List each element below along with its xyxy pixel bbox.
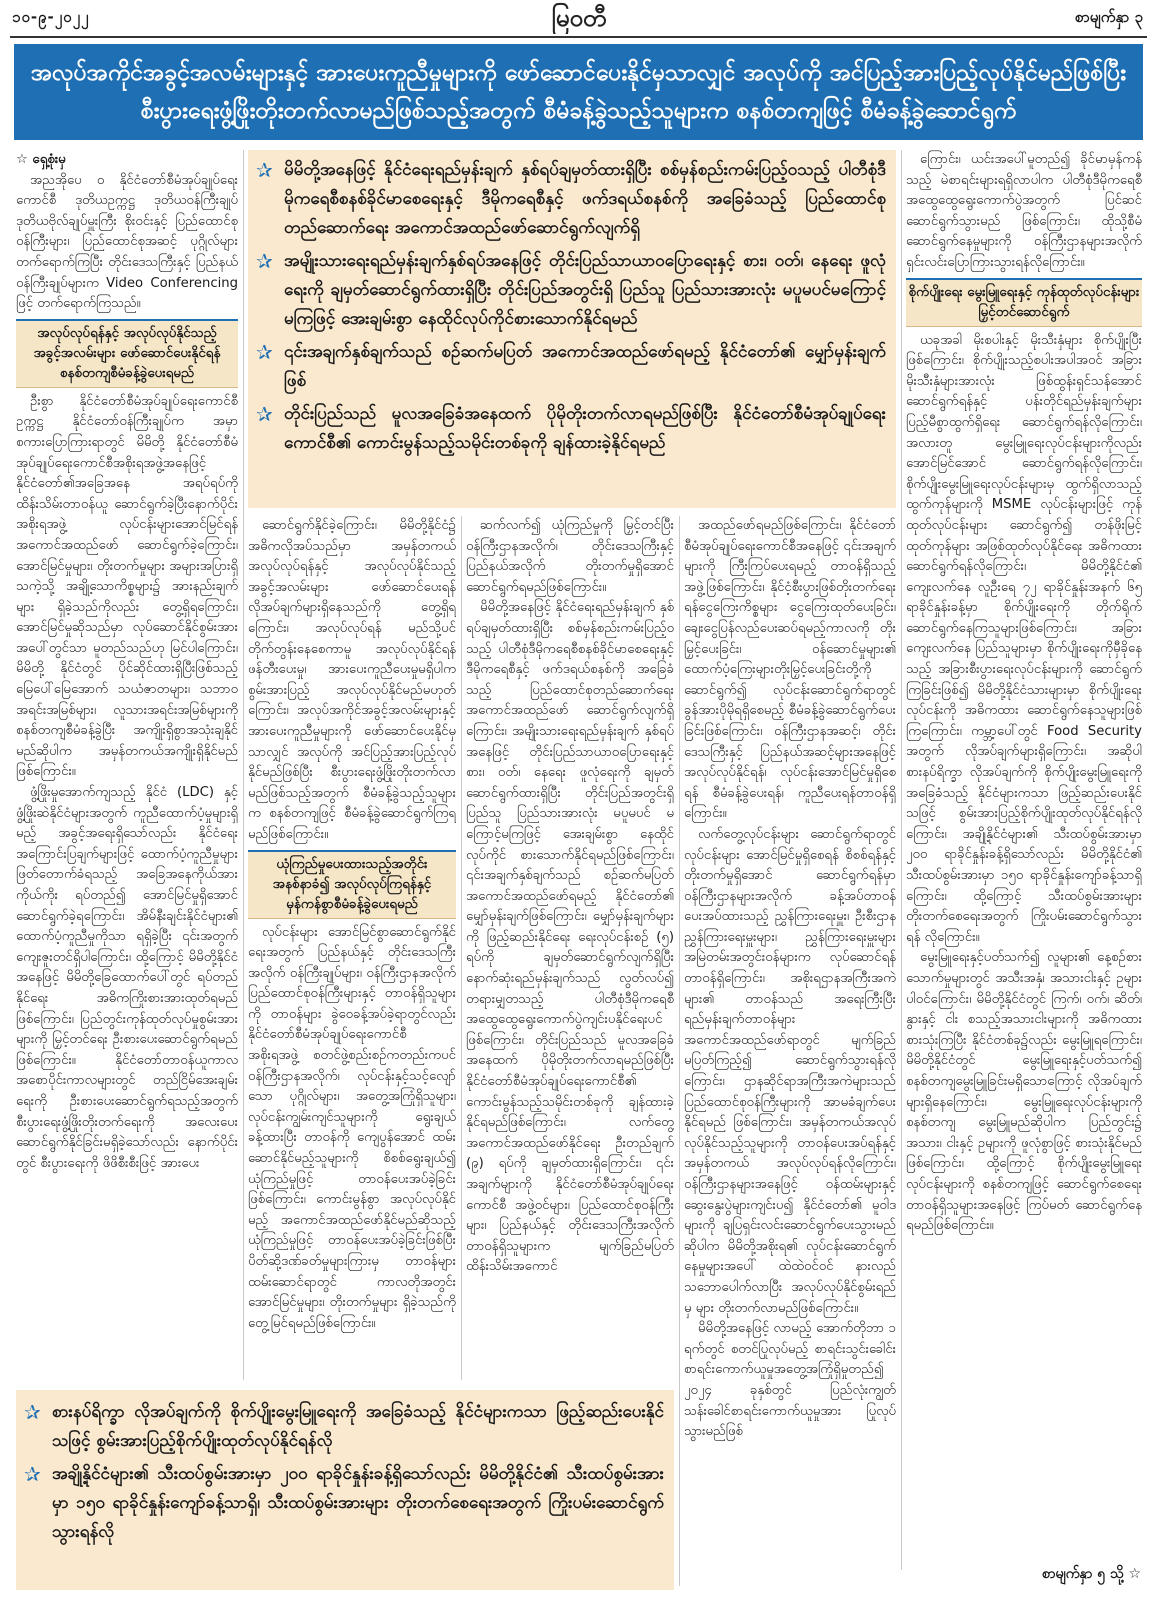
highlight-box-top	[248, 150, 896, 508]
subheading-work-opportunities: အလုပ်လုပ်ရန်နှင့် အလုပ်လုပ်နိုင်သည့် အခွင့်အလမ်းများ ဖော်ဆောင်ပေးနိုင်ရန် စနစ်တကျစီမံခန့်ခွဲပေးရမည်	[16, 319, 238, 388]
article-column-4	[684, 516, 896, 1588]
highlight-text: ၎င်းအချက်နှစ်ချက်သည် စဉ်ဆက်မပြတ် အကောင်အထည်ဖော်ရမည့် နိုင်ငံတော်၏ မျှော်မှန်းချက်ဖြစ်	[284, 342, 886, 391]
star-icon: ✰	[256, 249, 273, 273]
article-column-5	[906, 150, 1142, 1562]
highlight-text: စားနပ်ရိက္ခာ လိုအပ်ချက်ကို စိုက်ပျိုးမွေးမြူရေးကို အခြေခံသည့် နိုင်ငံများကသာ ဖြည့်ဆည်းပေးနိုင်သဖြင့် စွမ်းအားပြည့်စိုက်ပျိုးထုတ်လုပ်နိုင်ရန်လို	[52, 1402, 664, 1451]
highlight-box-bottom	[16, 1390, 674, 1590]
continued-from-label: ☆ ရှေ့စုံးမှ	[16, 152, 66, 167]
logo-text: မြဝတီ	[551, 3, 607, 32]
star-icon: ✰	[24, 1400, 41, 1424]
star-icon: ✰	[256, 402, 273, 426]
col1-paragraph-2: ဦးစွာ နိုင်ငံတော်စီမံအုပ်ချုပ်ရေးကောင်စီဥက္ကဋ္ဌ နိုင်ငံတော်ဝန်ကြီးချုပ်က အမှာစကားပြောကြားရာတွင် မိမိတို့ နိုင်ငံတော်စီမံအုပ်ချုပ်ရေးကောင်စီအစိုးရအဖွဲ့အနေဖြင့် နိုင်ငံတော်၏အခြေအနေ အရပ်ရပ်ကို ထိန်းသိမ်းတာဝန်ယူ ဆောင်ရွက်ခဲ့ပြီးနောက်ပိုင်း အစိုးရအဖွဲ့ လုပ်ငန်းများအောင်မြင်ရန် အကောင်အထည်ဖော် ဆောင်ရွက်ခဲ့ကြောင်း၊ အောင်မြင်မှုများ၊ တိုးတက်မှုများ အများအပြားရှိသကဲ့သို့ အချို့သောကိစ္စများ၌ အားနည်းချက်များ ရှိခဲ့သည်ကိုလည်း တွေ့ရှိရကြောင်း၊ အောင်မြင်မှုဆိုသည်မှာ လုပ်ဆောင်နိုင်စွမ်းအားအပေါ်တွင်သာ မူတည်သည်ဟု မြင်ပါကြောင်း၊ မိမိတို့ နိုင်ငံတွင် ပိုင်ဆိုင်ထားရှိပြီးဖြစ်သည့် မြေပေါ်မြေအောက် သယံဇာတများ၊ သဘာဝအရင်းအမြစ်များ၊ လူသားအရင်းအမြစ်များကို စနစ်တကျစီမံခန့်ခွဲပြီး အကျိုးရှိစွာအသုံးချနိုင်မည်ဆိုပါက အမှန်တကယ်အကျိုးရှိနိုင်မည်ဖြစ်ကြောင်း။	[16, 393, 238, 780]
highlight-text: အချို့နိုင်ငံများ၏ သီးထပ်စွမ်းအားမှာ ၂၀၀ ရာခိုင်နှုန်းခန့်ရှိသော်လည်း မိမိတို့နိုင်ငံ၏ သီးထပ်စွမ်းအားမှာ ၁၅၀ ရာခိုင်နှုန်းကျော်ခန့်သာရှိ၊ သီးထပ်စွမ်းအားများ တိုးတက်စေရေးအတွက် ကြိုးပမ်းဆောင်ရွက်သွားရန်လို	[52, 1464, 664, 1542]
issue-date: ၁၀-၉-၂၀၂၂	[12, 8, 90, 26]
col4-paragraph-1: အထည်ဖော်ရမည်ဖြစ်ကြောင်း၊ နိုင်ငံတော်စီမံအုပ်ချုပ်ရေးကောင်စီအနေဖြင့် ၎င်းအချက်များကို ကြီးကြပ်ပေးရမည့် တာဝန်ရှိသည့်အဖွဲ့ဖြစ်ကြောင်း၊ နိုင်ငံ့စီးပွားဖြစ်တိုးတက်ရေးရန်ငွေကြေးကိစ္စများ ငွေကြေးထုတ်ပေးခြင်း၊ ချေးငွေပြန်လည်ပေးဆပ်ရမည့်ကာလကို တိုးမြှင့်ပေးခြင်း၊ ဝန်ဆောင်မှုများ၏ ထောက်ပံ့ကြေးများတိုးမြှင့်ပေးခြင်းတို့ကို ဆောင်ရွက်၍ လုပ်ငန်းဆောင်ရွက်ရာတွင် ခွန်အားပိုမိုရရှိစေမည့် စီမံခန့်ခွဲဆောင်ရွက်ပေးခြင်းဖြစ်ကြောင်း၊ ဝန်ကြီးဌာနအဆင့်၊ တိုင်းဒေသကြီးနှင့် ပြည်နယ်အဆင့်များအနေဖြင့် အလုပ်လုပ်နိုင်ရန်၊ လုပ်ငန်းအောင်မြင်မှုရှိစေရန် စီမံခန့်ခွဲပေးရန်၊ ကူညီပေးရန်တာဝန်ရှိကြောင်း။	[684, 518, 896, 822]
star-icon: ✰	[256, 158, 273, 182]
highlight-text: အမျိုးသားရေးရည်မှန်းချက်နှစ်ရပ်အနေဖြင့် တိုင်းပြည်သာယာဝပြောရေးနှင့် စား၊ ဝတ်၊ နေရေး ဖူလုံရေးကို ချမှတ်ဆောင်ရွက်ထားရှိပြီး တိုင်းပြည်အတွင်းရှိ ပြည်သူ ပြည်သားအားလုံး မပူမပင်မကြောင့်မကြဖြင့် အေးချမ်းစွာ နေထိုင်လုပ်ကိုင်စားသောက်နိုင်ရမည်	[284, 251, 886, 329]
highlight-item	[256, 400, 886, 458]
article-column-1	[16, 150, 238, 1380]
column-divider	[243, 150, 244, 1380]
col3-paragraph-2: မိမိတို့အနေဖြင့် နိုင်ငံရေးရည်မှန်းချက် နှစ်ရပ်ချမှတ်ထားရှိပြီး စစ်မှန်စည်းကမ်းပြည့်ဝသည့် ပါတီစုံဒီမိုကရေစီစနစ်ခိုင်မာစေရေးနှင့် ဒီမိုကရေစီနှင့် ဖက်ဒရယ်စနစ်ကို အခြေခံသည့် ပြည်ထောင်စုတည်ဆောက်ရေး အကောင်အထည်ဖော် ဆောင်ရွက်လျက်ရှိကြောင်း၊ အမျိုးသားရေးရည်မှန်းချက် နှစ်ရပ်အနေဖြင့် တိုင်းပြည်သာယာဝပြောရေးနှင့် စား၊ ဝတ်၊ နေရေး ဖူလုံရေးကို ချမှတ်ဆောင်ရွက်ထားရှိပြီး တိုင်းပြည်အတွင်းရှိ ပြည်သူ ပြည်သားအားလုံး မပူမပင် မကြောင့်မကြဖြင့် အေးချမ်းစွာ နေထိုင် လုပ်ကိုင် စားသောက်နိုင်ရမည်ဖြစ်ကြောင်း၊ ၎င်းအချက်နှစ်ချက်သည် စဉ်ဆက်မပြတ် အကောင်အထည်ဖော်ရမည့် နိုင်ငံတော်၏ မျှော်မှန်းချက်ဖြစ်ကြောင်း၊ မျှော်မှန်းချက်များကို ဖြည့်ဆည်းနိုင်ရေး ရေးလုပ်ငန်းစဉ် (၅) ရပ်ကို ချမှတ်ဆောင်ရွက်လျက်ရှိပြီး နောက်ဆုံးရည်မှန်းချက်သည် လွတ်လပ်၍ တရားမျှတသည့် ပါတီစုံဒီမိုကရေစီ အထွေထွေရွေးကောက်ပွဲကျင်းပနိုင်ရေးပင်ဖြစ်ကြောင်း၊ တိုင်းပြည်သည် မူလအခြေခံအနေထက် ပိုမိုတိုးတက်လာရမည်ဖြစ်ပြီး နိုင်ငံတော်စီမံအုပ်ချုပ်ရေးကောင်စီ၏ ကောင်းမွန်သည့်သမိုင်းတစ်ခုကို ချန်ထားခဲ့နိုင်ရမည်ဖြစ်ကြောင်း၊ လက်တွေ့ အကောင်အထည်ဖော်နိုင်ရေး ဦးတည်ချက် (၉) ရပ်ကို ချမှတ်ထားရှိကြောင်း၊ ၎င်းအချက်များကို နိုင်ငံတော်စီမံအုပ်ချုပ်ရေးကောင်စီ အဖွဲ့ဝင်များ၊ ပြည်ထောင်စုဝန်ကြီးများ၊ ပြည်နယ်နှင့် တိုင်းဒေသကြီးအလိုက် တာဝန်ရှိသူများက မျက်ခြည်မပြတ် ထိန်းသိမ်းအကောင်	[466, 600, 674, 1275]
continued-on-page-label: စာမျက်နှာ ၅ သို့ ☆	[1041, 1566, 1141, 1582]
highlight-item	[256, 338, 886, 396]
col5-paragraph-2: ယခုအခါ မိုးစပါးနှင့် မိုးသီးနှံများ စိုက်ပျိုးပြီးဖြစ်ကြောင်း၊ စိုက်ပျိုးသည့်စပါးအပါအဝင် အခြားမိုးသီးနှံများအားလုံး ဖြစ်ထွန်းရှင်သန်အောင် ဆောင်ရွက်ရန်နှင့် ပန်းတိုင်ရည်မှန်းချက်များ ပြည့်မီစွာထွက်ရှိရေး ဆောင်ရွက်ရန်လိုကြောင်း၊ အလားတူ မွေးမြူရေးလုပ်ငန်းများကိုလည်း အောင်မြင်အောင် ဆောင်ရွက်ရန်လိုကြောင်း၊ စိုက်ပျိုးမွေးမြူရေးလုပ်ငန်းများမှ ထွက်ရှိလာသည့် ထွက်ကုန်များကို MSME လုပ်ငန်းများဖြင့် ကုန်ထုတ်လုပ်ငန်းများ ဆောင်ရွက်၍ တန်ဖိုးမြင့်ထုတ်ကုန်များ အဖြစ်ထုတ်လုပ်နိုင်ရေး အဓိကထား ဆောင်ရွက်ရန်လိုကြောင်း၊ မိမိတို့နိုင်ငံ၏ ကျေးလက်နေ လူဦးရေ ၇၂ ရာခိုင်နှုန်းအနက် ၆၅ ရာခိုင်နှုန်းခန့်မှာ စိုက်ပျိုးရေးကို တိုက်ရိုက်ဆောင်ရွက်နေကြသူများဖြစ်ကြောင်း၊ အခြားကျေးလက်နေ ပြည်သူများမှာ စိုက်ပျိုးရေးကိုမှီခိုနေသည့် အခြားစီးပွားရေးလုပ်ငန်းများကို ဆောင်ရွက်ကြခြင်းဖြစ်၍ မိမိတို့နိုင်ငံသားများမှာ စိုက်ပျိုးရေးလုပ်ငန်းကို အဓိကထား ဆောင်ရွက်နေသူများဖြစ်ကြကြောင်း၊ ကမ္ဘာ့ပေါ်တွင် Food Security အတွက် လိုအပ်ချက်များရှိကြောင်း၊ အဆိုပါ စားနပ်ရိက္ခာ လိုအပ်ချက်ကို စိုက်ပျိုးမွေးမြူရေးကို အခြေခံသည့် နိုင်ငံများကသာ ဖြည့်ဆည်းပေးနိုင်သဖြင့် စွမ်းအားပြည့်စိုက်ပျိုးထုတ်လုပ်နိုင်ရန်လိုကြောင်း၊ အချို့နိုင်ငံများ၏ သီးထပ်စွမ်းအားမှာ ၂၀၀ ရာခိုင်နှုန်းခန့်ရှိသော်လည်း မိမိတို့နိုင်ငံ၏ သီးထပ်စွမ်းအားမှာ ၁၅၀ ရာခိုင်နှုန်းကျော်ခန့်သာရှိကြောင်း၊ ထို့ကြောင့် သီးထပ်စွမ်းအားများ တိုးတက်စေရေးအတွက် ကြိုးပမ်းဆောင်ရွက်သွားရန် လိုကြောင်း။	[906, 332, 1142, 945]
article-column-3	[466, 516, 674, 1380]
article-column-2	[248, 516, 456, 1380]
headline-line-1: အလုပ်အကိုင်အခွင့်အလမ်းများနှင့် အားပေးကူညီမှုများကို ဖော်ဆောင်ပေးနိုင်မှသာလျှင် အလုပ်ကို အင်ပြည့်အားပြည့်လုပ်နိုင်မည်ဖြစ်ပြီး	[30, 60, 1127, 86]
highlight-item	[24, 1460, 664, 1547]
subheading-agriculture-livestock: စိုက်ပျိုးရေး မွေးမြူရေးနှင့် ကုန်ထုတ်လုပ်ငန်းများ မြှင့်တင်ဆောင်ရွက်	[906, 278, 1142, 327]
col3-paragraph-1: ဆက်လက်၍ ယုံကြည်မှုကို မြှင့်တင်ပြီး ဝန်ကြီးဌာနအလိုက်၊ တိုင်းဒေသကြီးနှင့် ပြည်နယ်အလိုက် တိုးတက်မှုရှိအောင် ဆောင်ရွက်ရမည်ဖြစ်ကြောင်း။	[466, 518, 674, 595]
page-number: စာမျက်နှာ ၃	[1075, 8, 1143, 26]
star-icon: ✰	[24, 1462, 41, 1486]
col4-paragraph-3: မိမိတို့အနေဖြင့် လာမည့် အောက်တိုဘာ ၁ ရက်တွင် စတင်ပြုလုပ်မည့် စာရင်းသွင်းခေါင်းစာရင်းကောက်ယူမှုအတွေ့အကြုံရှိမှုတည်၍ ၂၀၂၄ ခုနှစ်တွင် ပြည်လုံးကျွတ်သန်းခေါင်စာရင်းကောက်ယူမှုအား ပြုလုပ်သွားမည်ဖြစ်	[684, 1321, 896, 1440]
highlight-item	[256, 156, 886, 243]
col2-paragraph-2: လုပ်ငန်းများ အောင်မြင်စွာဆောင်ရွက်နိုင်ရေးအတွက် ပြည်နယ်နှင့် တိုင်းဒေသကြီးအလိုက် ဝန်ကြီးချုပ်များ၊ ဝန်ကြီးဌာနအလိုက် ပြည်ထောင်စုဝန်ကြီးများနှင့် တာဝန်ရှိသူများကို တာဝန်များ ခွဲဝေခန့်အပ်ခဲ့ရာတွင်လည်း နိုင်ငံတော်စီမံအုပ်ချုပ်ရေးကောင်စီ အစိုးရအဖွဲ့ စတင်ဖွဲ့စည်းစဉ်ကတည်းကပင် ဝန်ကြီးဌာနအလိုက်၊ လုပ်ငန်းနှင့်သင့်လျော်သော ပုဂ္ဂိုလ်များ၊ အတွေ့အကြုံရှိသူများ၊ လုပ်ငန်းကျွမ်းကျင်သူများကို ရွေးချယ်ခန့်ထားပြီး တာဝန်ကို ကျေပွန်အောင် ထမ်းဆောင်နိုင်မည့်သူများကို စိစစ်ရွေးချယ်၍ ယုံကြည်မှုဖြင့် တာဝန်ပေးအပ်ခဲ့ခြင်းဖြစ်ကြောင်း၊ ကောင်းမွန်စွာ အလုပ်လုပ်နိုင်မည့် အကောင်အထည်ဖော်နိုင်မည်ဆိုသည့် ယုံကြည်မှုဖြင့် တာဝန်ပေးအပ်ခဲ့ခြင်းဖြစ်ပြီး ပိတ်ဆို့ဒဏ်ခတ်မှုများကြားမှ တာဝန်များထမ်းဆောင်ရာတွင် ကာလတိုအတွင်း အောင်မြင်မှုများ၊ တိုးတက်မှုများ ရှိခဲ့သည်ကို တွေ့မြင်ရမည်ဖြစ်ကြောင်း။	[248, 924, 456, 1331]
col4-paragraph-2: လက်တွေ့လုပ်ငန်းများ ဆောင်ရွက်ရာတွင် လုပ်ငန်းများ အောင်မြင်မှုရှိစေရန် စိစစ်ရန်နှင့် တိုးတက်မှုရှိအောင် ဆောင်ရွက်ရန်မှာ ဝန်ကြီးဌာနများအလိုက် ခန့်အပ်တာဝန် ပေးအပ်ထားသည့် ညွှန်ကြားရေးမှူး၊ ဦးစီးဌာနညွှန်ကြားရေးမှူးများ၊ ညွှန်ကြားရေးမှူးများ အမြဲတမ်းအတွင်းဝန်များက လုပ်ဆောင်ရန်တာဝန်ရှိကြောင်း၊ အစိုးရဌာနအကြီးအကဲများ၏ တာဝန်သည် အရေးကြီးပြီး ရည်မှန်းချက်တာဝန်များ အကောင်အထည်ဖော်ရာတွင် မျက်ခြည်မပြတ်ကြည့်၍ ဆောင်ရွက်သွားရန်လိုကြောင်း၊ ဌာနဆိုင်ရာအကြီးအကဲများသည်ပြည်ထောင်စုဝန်ကြီးများကို အာမခံချက်ပေးနိုင်ရမည် ဖြစ်ကြောင်း၊ အမှန်တကယ်အလုပ်လုပ်နိုင်သည့်သူများကို တာဝန်ပေးအပ်ရန်နှင့် အမှန်တကယ် အလုပ်လုပ်ရန်လိုကြောင်း၊ ဝန်ကြီးဌာနများအနေဖြင့် ဝန်ထမ်းများနှင့် ဆွေးနွေးပွဲများကျင်းပ၍ နိုင်ငံတော်၏ မူဝါဒများကို ချပြရှင်းလင်းဆောင်ရွက်ပေးသွားမည်ဆိုပါက မိမိတို့အစိုးရ၏ လုပ်ငန်းဆောင်ရွက်နေမှုများအပေါ် ထဲထဲဝင်ဝင် နားလည်သဘောပေါက်လာပြီး အလုပ်လုပ်နိုင်စွမ်းရည်မှ များ တိုးတက်လာမည်ဖြစ်ကြောင်း။	[684, 826, 896, 1316]
highlight-text: တိုင်းပြည်သည် မူလအခြေခံအနေထက် ပိုမိုတိုးတက်လာရမည်ဖြစ်ပြီး နိုင်ငံတော်စီမံအုပ်ချုပ်ရေးကောင်စီ၏ ကောင်းမွန်သည့်သမိုင်းတစ်ခုကို ချန်ထားခဲ့နိုင်ရမည်	[284, 404, 886, 453]
highlight-item	[256, 247, 886, 334]
column-divider	[901, 150, 902, 1570]
newspaper-logo	[520, 2, 638, 34]
col1-paragraph-1: အညအိုပေ ၀ နိုင်ငံတော်စီမံအုပ်ချုပ်ရေးကောင်စီ ဒုတိယဥက္ကဋ္ဌ ဒုတိယဝန်ကြီးချုပ် ဒုတိယဗိုလ်ချုပ်မှူးကြီး စိုးဝင်းနှင့် ပြည်ထောင်စုဝန်ကြီးများ၊ ပြည်ထောင်စုအဆင့် ပုဂ္ဂိုလ်များ တက်ရောက်ကြပြီး တိုင်းဒေသကြီးနှင့် ပြည်နယ်ဝန်ကြီးချုပ်များက Video Conferencing ဖြင့် တက်ရောက်ကြသည်။	[16, 172, 238, 312]
star-icon: ✰	[256, 340, 273, 364]
col5-paragraph-3: မွေးမြူရေးနှင့်ပတ်သက်၍ လူများ၏ နေ့စဉ်စားသောက်မှုများတွင် အသီးအနှံ၊ အသားငါးနှင့် ဥများ ပါဝင်ကြောင်း၊ မိမိတို့နိုင်ငံတွင် ကြက်၊ ဝက်၊ ဆိတ်၊ နွားနှင့် ငါး စသည့်အသားငါးများကို အဓိကထားစားသုံးကြပြီး နိုင်ငံတစ်ခု၌လည်း မွေးမြူရကြောင်း၊ မိမိတို့နိုင်ငံတွင် မွေးမြူရေးနှင့်ပတ်သက်၍ စနစ်တကျမွေးမြူခြင်းမရှိသောကြောင့် လိုအပ်ချက်များရှိနေကြောင်း၊ မွေးမြူရေးလုပ်ငန်းများကို စနစ်တကျ မွေးမြူမည်ဆိုပါက ပြည်တွင်း၌ အသား၊ ငါးနှင့် ဥများကို ဖူလုံစွာဖြင့် စားသုံးနိုင်မည်ဖြစ်ကြောင်း၊ ထို့ကြောင့် စိုက်ပျိုးမွေးမြူရေးလုပ်ငန်းများကို စနစ်တကျဖြင့် ဆောင်ရွက်စေရေး တာဝန်ရှိသူများအနေဖြင့် ကြပ်မတ် ဆောင်ရွက်နေရမည်ဖြစ်ကြောင်း။	[906, 950, 1142, 1234]
column-divider	[679, 516, 680, 1586]
col2-paragraph-1: ဆောင်ရွက်နိုင်ခဲ့ကြောင်း၊ မိမိတို့နိုင်ငံ၌ အဓိကလိုအပ်သည်မှာ အမှန်တကယ် အလုပ်လုပ်ရန်နှင့် အလုပ်လုပ်နိုင်သည့် အခွင့်အလမ်းများ ဖော်ဆောင်ပေးရန် လိုအပ်ချက်များရှိနေသည်ကို တွေ့ရှိရကြောင်း၊ အလုပ်လုပ်ရန် မည်သို့ပင် တိုက်တွန်းနေစေကာမူ အလုပ်လုပ်နိုင်ရန် ဖန်တီးပေးမှု၊ အားပေးကူညီပေးမှုမရှိပါက စွမ်းအားပြည့် အလုပ်လုပ်နိုင်မည်မဟုတ်ကြောင်း၊ အလုပ်အကိုင်အခွင့်အလမ်းများနှင့် အားပေးကူညီမှုများကို ဖော်ဆောင်ပေးနိုင်မှသာလျှင် အလုပ်ကို အင်ပြည့်အားပြည့်လုပ်နိုင်မည်ဖြစ်ပြီး စီးပွားရေးဖွံ့ဖြိုးတိုးတက်လာမည်ဖြစ်သည့်အတွက် စီမံခန့်ခွဲသည့်သူများက စနစ်တကျဖြင့် စီမံခန့်ခွဲဆောင်ရွက်ကြရမည်ဖြစ်ကြောင်း။	[248, 518, 456, 842]
masthead-rule	[10, 36, 1147, 38]
headline-line-2: စီးပွားရေးဖွံ့ဖြိုးတိုးတက်လာမည်ဖြစ်သည့်အတွက် စီမံခန့်ခွဲသည့်သူများက စနစ်တကျဖြင့် စီမံခန့်ခွဲဆောင်ရွက်	[140, 98, 1017, 124]
highlight-item	[24, 1398, 664, 1456]
highlight-text: မိမိတို့အနေဖြင့် နိုင်ငံရေးရည်မှန်းချက် နှစ်ရပ်ချမှတ်ထားရှိပြီး စစ်မှန်စည်းကမ်းပြည့်ဝသည့် ပါတီစုံဒီမိုကရေစီစနစ်ခိုင်မာစေရေးနှင့် ဒီမိုကရေစီနှင့် ဖက်ဒရယ်စနစ်ကို အခြေခံသည့် ပြည်ထောင်စုတည်ဆောက်ရေး အကောင်အထည်ဖော်ဆောင်ရွက်လျက်ရှိ	[284, 160, 886, 238]
col1-paragraph-3: ဖွံ့ဖြိုးမှုအောက်ကျသည့် နိုင်ငံ (LDC) နှင့် ဖွံ့ဖြိုးဆဲနိုင်ငံများအတွက် ကူညီထောက်ပံ့မှုများရှိမည့် အခွင့်အရေးရှိသော်လည်း နိုင်ငံရေးအကြောင်းပြချက်များဖြင့် ထောက်ပံ့ကူညီမှုများ ဖြတ်တောက်ခံရသည့် အခြေအနေကိုယ်အားကိုယ်ကိုး ရပ်တည်၍ အောင်မြင်မှုရှိအောင် ဆောင်ရွက်ခဲ့ရကြောင်း၊ အိမ်နီးချင်းနိုင်ငံများ၏ ထောက်ပံ့ကူညီမှုကိုသာ ရရှိခဲ့ပြီး ၎င်းအတွက် ကျေးဇူးတင်ရှိပါကြောင်း၊ ထို့ကြောင့် မိမိတို့နိုင်ငံအနေဖြင့် မိမိတို့ခြေထောက်ပေါ်တွင် ရပ်တည်နိုင်ရေး အဓိကကြိုးစားအားထုတ်ရမည်ဖြစ်ကြောင်း၊ ပြည်တွင်းကုန်ထုတ်လုပ်မှုစွမ်းအားများကို မြှင့်တင်ရေး ဦးစားပေးဆောင်ရွက်ရမည်ဖြစ်ကြောင်း။ နိုင်ငံတော်တာဝန်ယူကာလ အစောပိုင်းကာလများတွင် တည်ငြိမ်အေးချမ်းရေးကို ဦးစားပေးဆောင်ရွက်ရသည့်အတွက် စီးပွားရေးဖွံ့ဖြိုးတိုးတက်ရေးကို အလေးပေးဆောင်ရွက်နိုင်ခြင်းမရှိခဲ့သော်လည်း နောက်ပိုင်းတွင် စီးပွားရေးကို ဖိဖိစီးစီးဖြင့် အားပေး	[16, 785, 238, 1171]
subheading-trust-and-management: ယုံကြည်မှုပေးထားသည့်အတိုင်း အနစ်နာခံ၍ အလုပ်လုပ်ကြရန်နှင့် မှန်ကန်စွာစီမံခန့်ခွဲပေးရမည်	[248, 850, 456, 919]
column-divider	[461, 516, 462, 1380]
headline-band	[14, 44, 1143, 140]
col5-paragraph-1: ကြောင်း၊ ယင်းအပေါ်မူတည်၍ ခိုင်မာမှန်ကန်သည့် မဲစာရင်းများရရှိလာပါက ပါတီစုံဒီမိုကရေစီ အထွေထွေရွေးကောက်ပွဲအတွက် ပြင်ဆင်ဆောင်ရွက်သွားမည် ဖြစ်ကြောင်း၊ ထိုသို့စီမံဆောင်ရွက်နေမှုများကို ဝန်ကြီးဌာနများအလိုက် ရှင်းလင်းပြောကြားသွားရန်လိုကြောင်း။	[906, 152, 1142, 270]
